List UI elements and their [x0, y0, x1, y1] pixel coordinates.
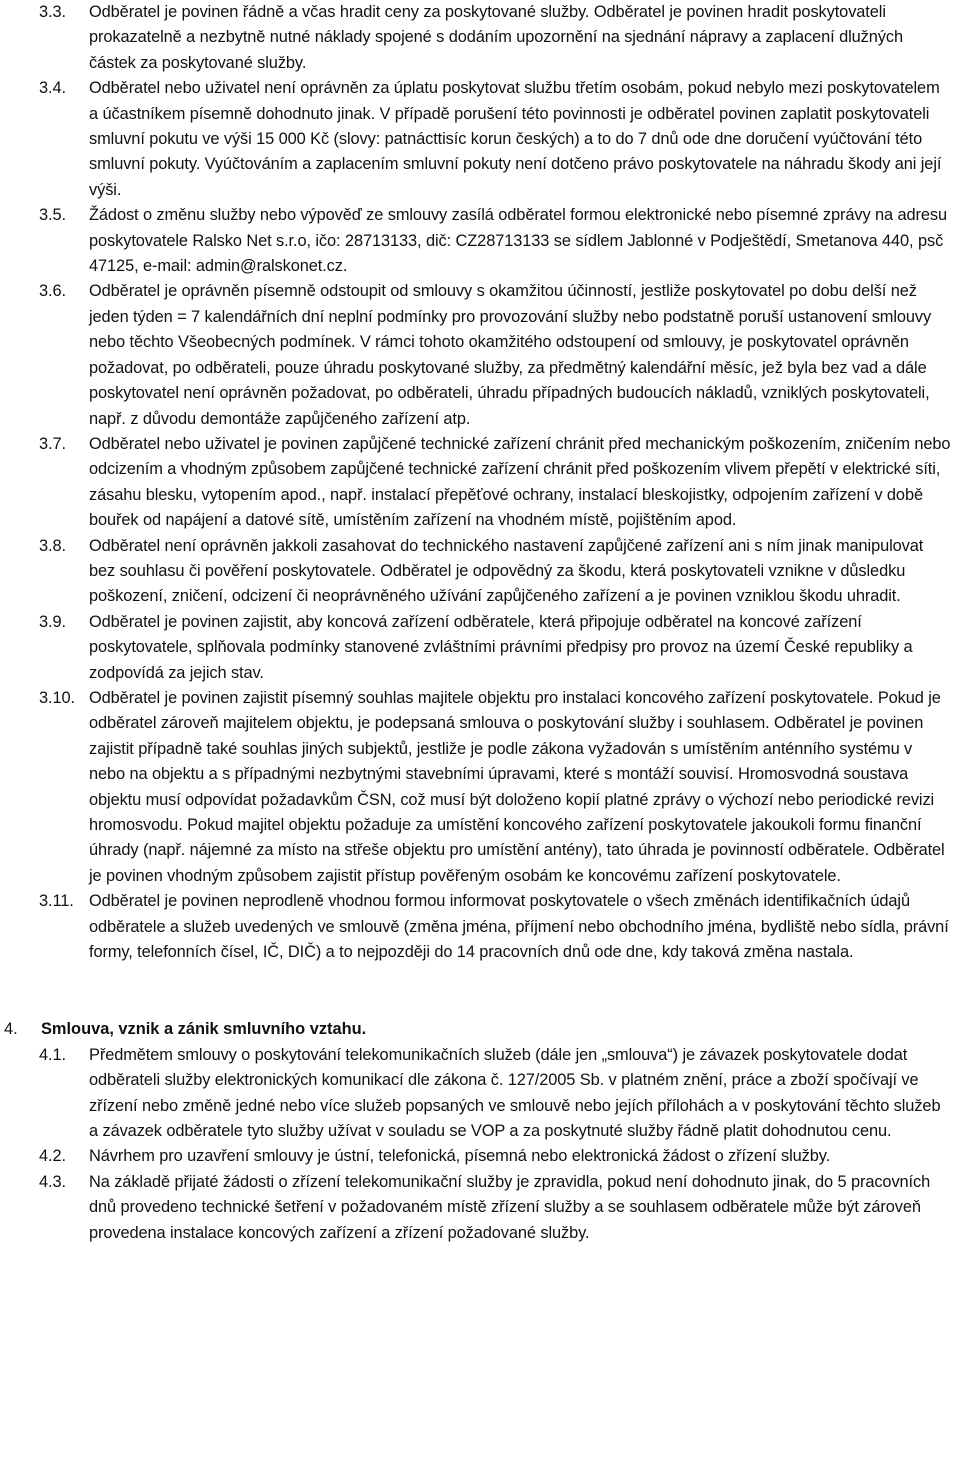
clause-number: 3.4.	[39, 79, 66, 98]
clause	[0, 686, 952, 889]
clause-text: Odběratel je povinen zajistit písemný souhlas majitele objektu pro instalaci koncového zařízení poskytovatele. Pokud je odběratel zároveň majitelem objektu, je podepsaná smlouva o poskytování služby i souhlasem. Odběratel je povinen zajistit případně také souhlas jiných subjektů, jestliže je podle zákona vyžadován s umístěním anténního systému v nebo na objektu a s případnými nezbytnými stavebními úpravami, které s montáží souvisí. Hromosvodná soustava objektu musí odpovídat požadavkům ČSN, což musí být doloženo kopií platné zprávy o výchozí nebo periodické revizi hromosvodu. Pokud majitel objektu požaduje za umístění koncového zařízení poskytovatele jakoukoli formu finanční úhrady (např. nájemné za místo na střeše objektu pro umístění antény), tato úhrada je povinností odběratele. Odběratel je povinen vhodným způsobem zajistit přístup pověřeným osobám ke koncovému zařízení poskytovatele.	[89, 688, 945, 885]
clause	[0, 0, 952, 76]
clause	[0, 432, 952, 534]
clause-number: 3.11.	[39, 892, 74, 911]
clause-text: Odběratel nebo uživatel není oprávněn za úplatu poskytovat službu třetím osobám, pokud nebylo mezi poskytovatelem a účastníkem písemně dohodnuto jinak. V případě porušení této povinnosti je odběratel povinen zaplatit poskytovateli smluvní pokutu ve výši 15 000 Kč (slovy: patnácttisíc korun českých) a to do 7 dnů ode dne doručení vyúčtování této smluvní pokuty. Vyúčtováním a zaplacením smluvní pokuty není dotčeno právo poskytovatele na náhradu škody ani její výši.	[89, 79, 942, 199]
clause-number: 4.1.	[39, 1045, 66, 1064]
clause	[0, 889, 952, 965]
clause	[0, 610, 952, 686]
clause	[0, 1144, 952, 1169]
clause	[0, 203, 952, 279]
clause-text: Odběratel je povinen řádně a včas hradit ceny za poskytované služby. Odběratel je povinen hradit poskytovateli prokazatelně a nezbytně nutné náklady spojené s dodáním upozornění na sjednání nápravy a zaplacení dlužných částek za poskytované služby.	[89, 3, 903, 72]
clause-text: Odběratel je povinen zajistit, aby koncová zařízení odběratele, která připojuje odběratel na koncové zařízení poskytovatele, splňovala podmínky stanovené zvláštními právními předpisy pro provoz na území České republiky a zodpovídá za jejich stav.	[89, 612, 913, 682]
clauses-section-4	[0, 1043, 960, 1246]
section-title: Smlouva, vznik a zánik smluvního vztahu.	[41, 1020, 367, 1039]
clause-text: Návrhem pro uzavření smlouvy je ústní, telefonická, písemná nebo elektronická žádost o zřízení služby.	[89, 1147, 831, 1166]
section-heading	[0, 1017, 960, 1042]
clause-number: 3.7.	[39, 434, 66, 453]
clause-number: 4.3.	[39, 1172, 66, 1191]
clause-number: 3.3.	[39, 3, 66, 21]
clause	[0, 279, 952, 431]
clause-text: Žádost o změnu služby nebo výpověď ze smlouvy zasílá odběratel formou elektronické nebo písemné zprávy na adresu poskytovatele Ralsko Net s.r.o, ičo: 28713133, dič: CZ28713133 se sídlem Jablonné v Podještědí, Smetanova 440, psč 47125, e-mail: admin@ralskonet.cz.	[89, 206, 948, 276]
clause	[0, 1170, 952, 1246]
clause-number: 3.6.	[39, 282, 66, 301]
clause	[0, 1043, 952, 1145]
clause	[0, 534, 952, 610]
clause-text: Odběratel je povinen neprodleně vhodnou formou informovat poskytovatele o všech změnách identifikačních údajů odběratele a služeb uvedených ve smlouvě (změna jména, příjmení nebo obchodního jména, bydliště nebo sídla, právní formy, telefonních čísel, IČ, DIČ) a to nejpozději do 14 pracovních dnů ode dne, kdy taková změna nastala.	[89, 892, 949, 962]
clause-number: 3.5.	[39, 206, 66, 225]
clause-text: Odběratel je oprávněn písemně odstoupit od smlouvy s okamžitou účinností, jestliže poskytovatel po dobu delší než jeden týden = 7 kalendářních dní neplní podmínky pro provozování služby nebo podstatně poruší ustanovení smlouvy nebo těchto Všeobecných podmínek. V rámci tohoto okamžitého odstoupení od smlouvy, je poskytovatel oprávněn požadovat, po odběrateli, pouze úhradu poskytované služby, za předmětný kalendářní měsíc, jež byla bez vad a dále poskytovatel není oprávněn požadovat, po odběrateli, úhradu případných budoucích nákladů, vzniklých poskytovateli, např. z důvodu demontáže zapůjčeného zařízení atp.	[89, 282, 932, 428]
section-number: 4.	[4, 1020, 18, 1039]
clause-text: Odběratel není oprávněn jakkoli zasahovat do technického nastavení zapůjčené zařízení ani s ním jinak manipulovat bez souhlasu či pověření poskytovatele. Odběratel je odpovědný za škodu, která poskytovateli vznikne v důsledku poškození, zničení, odcizení či neoprávněného užívání zapůjčeného zařízení a je povinen vzniklou škodu uhradit.	[89, 536, 924, 606]
clause-number: 4.2.	[39, 1147, 66, 1166]
section-spacer	[0, 965, 960, 1017]
clause-text: Odběratel nebo uživatel je povinen zapůjčené technické zařízení chránit před mechanickým poškozením, zničením nebo odcizením a vhodným způsobem zapůjčené technické zařízení chránit před poškozením vlivem přepětí v elektrické síti, zásahu blesku, vytopením apod., např. instalací přepěťové ochrany, instalací bleskojistky, odpojením zařízení v době bouřek od napájení a datové sítě, umístěním zařízení na vhodném místě, pojištěním apod.	[89, 434, 951, 530]
clause-number: 3.10.	[39, 688, 75, 707]
clause-text: Na základě přijaté žádosti o zřízení telekomunikační služby je zpravidla, pokud není dohodnuto jinak, do 5 pracovních dnů provedeno technické šetření v požadovaném místě zřízení služby a se souhlasem odběratele může být zároveň provedena instalace koncových zařízení a zřízení požadované služby.	[89, 1172, 931, 1242]
clause-number: 3.9.	[39, 612, 66, 631]
clause-text: Předmětem smlouvy o poskytování telekomunikačních služeb (dále jen „smlouva“) je závazek poskytovatele dodat odběrateli služby elektronických komunikací dle zákona č. 127/2005 Sb. v platném znění, práce a zboží spočívají ve zřízení nebo změně jedné nebo více služeb popsaných ve smlouvě nebo jejích přílohách a v poskytování těchto služeb a závazek odběratele tyto služby užívat v souladu se VOP a za poskytnuté služby řádně platit dohodnutou cenu.	[89, 1045, 941, 1141]
clause	[0, 76, 952, 203]
clause-number: 3.8.	[39, 536, 66, 555]
